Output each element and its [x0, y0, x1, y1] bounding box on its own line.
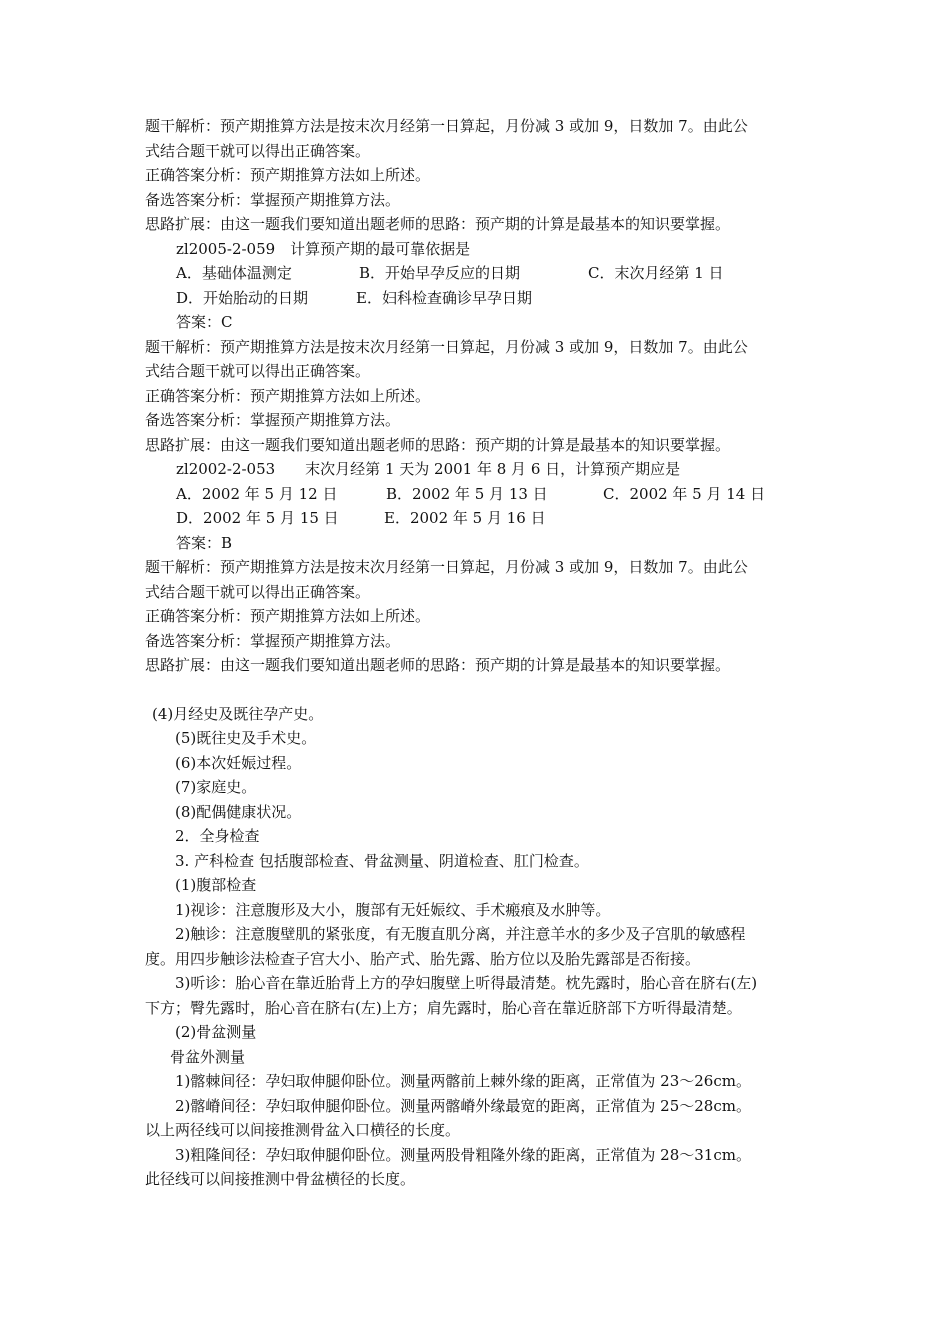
- analysis-line: 式结合题干就可以得出正确答案。: [145, 582, 371, 601]
- auscultation-paragraph: 下方；臀先露时，胎心音在脐右(左)上方；肩先露时，胎心音在靠近脐部下方听得最清楚。: [145, 998, 742, 1017]
- section-heading: 2．全身检查: [175, 827, 260, 845]
- options-row: [145, 286, 813, 311]
- subsection-heading: 骨盆外测量: [170, 1047, 246, 1066]
- option-e: E．2002 年 5 月 16 日: [384, 509, 546, 527]
- option-a: A．2002 年 5 月 12 日: [176, 484, 338, 503]
- analysis-line: 题干解析：预产期推算方法是按末次月经第一日算起，月份减 3 或加 9，日数加 7。由此公: [145, 558, 748, 576]
- options-row: [145, 482, 813, 507]
- option-b: B．2002 年 5 月 13 日: [386, 484, 548, 503]
- history-item: (8)配偶健康状况。: [175, 802, 302, 821]
- thinking-extension: 思路扩展：由这一题我们要知道出题老师的思路：预产期的计算是最基本的知识要掌握。: [145, 215, 731, 233]
- measurement-paragraph: 此径线可以间接推测中骨盆横径的长度。: [145, 1170, 416, 1188]
- blank-line: [145, 678, 813, 702]
- correct-answer-analysis: 正确答案分析：预产期推算方法如上所述。: [145, 607, 431, 625]
- thinking-extension: 思路扩展：由这一题我们要知道出题老师的思路：预产期的计算是最基本的知识要掌握。: [145, 656, 731, 674]
- history-item: (4)月经史及既往孕产史。: [152, 704, 324, 723]
- option-a: A．基础体温测定: [176, 264, 292, 282]
- analysis-line: 式结合题干就可以得出正确答案。: [145, 362, 371, 380]
- palpation-paragraph: 度。用四步触诊法检查子宫大小、胎产式、胎先露、胎方位以及胎先露部是否衔接。: [145, 949, 701, 968]
- answer: 答案：B: [176, 533, 233, 552]
- measurement-paragraph: 1)髂棘间径：孕妇取伸腿仰卧位。测量两髂前上棘外缘的距离，正常值为 23～26cm。: [175, 1072, 751, 1090]
- auscultation-paragraph: 3)听诊：胎心音在靠近胎背上方的孕妇腹壁上听得最清楚。枕先露时，胎心音在脐右(左): [175, 974, 758, 992]
- history-item: (7)家庭史。: [175, 778, 257, 796]
- analysis-line: 式结合题干就可以得出正确答案。: [145, 141, 371, 160]
- option-d: D．2002 年 5 月 15 日: [176, 509, 339, 527]
- analysis-line: 题干解析：预产期推算方法是按末次月经第一日算起，月份减 3 或加 9，日数加 7。由此公: [145, 117, 748, 135]
- option-b: B．开始早孕反应的日期: [359, 264, 521, 282]
- option-c: C．2002 年 5 月 14 日: [603, 484, 766, 503]
- subsection-heading: (1)腹部检查: [175, 876, 257, 894]
- document-page: [145, 114, 813, 1192]
- answer: 答案：C: [176, 313, 233, 331]
- measurement-paragraph: 3)粗隆间径：孕妇取伸腿仰卧位。测量两股骨粗隆外缘的距离，正常值为 28～31cm。: [175, 1145, 751, 1164]
- alternative-answer-analysis: 备选答案分析：掌握预产期推算方法。: [145, 631, 401, 650]
- options-row: [145, 261, 813, 286]
- history-item: (5)既往史及手术史。: [175, 729, 317, 747]
- option-c: C．末次月经第 1 日: [588, 264, 724, 282]
- correct-answer-analysis: 正确答案分析：预产期推算方法如上所述。: [145, 166, 431, 184]
- measurement-paragraph: 以上两径线可以间接推测骨盆入口横径的长度。: [145, 1121, 461, 1139]
- question-stem: zl2002-2-053 末次月经第 1 天为 2001 年 8 月 6 日，计算预产期应是: [176, 460, 681, 478]
- alternative-answer-analysis: 备选答案分析：掌握预产期推算方法。: [145, 190, 401, 209]
- palpation-paragraph: 2)触诊：注意腹壁肌的紧张度，有无腹直肌分离，并注意羊水的多少及子宫肌的敏感程: [175, 925, 746, 943]
- option-e: E．妇科检查确诊早孕日期: [356, 288, 532, 307]
- thinking-extension: 思路扩展：由这一题我们要知道出题老师的思路：预产期的计算是最基本的知识要掌握。: [145, 435, 731, 454]
- analysis-line: 题干解析：预产期推算方法是按末次月经第一日算起，月份减 3 或加 9，日数加 7。由此公: [145, 337, 748, 356]
- question-stem: zl2005-2-059 计算预产期的最可靠依据是: [176, 239, 471, 258]
- subsection-heading: (2)骨盆测量: [175, 1023, 257, 1041]
- option-d: D．开始胎动的日期: [176, 288, 309, 307]
- inspection-paragraph: 1)视诊：注意腹形及大小，腹部有无妊娠纹、手术瘢痕及水肿等。: [175, 900, 611, 919]
- history-item: (6)本次妊娠过程。: [175, 753, 302, 772]
- section-heading: 3. 产科检查 包括腹部检查、骨盆测量、阴道检查、肛门检查。: [175, 851, 589, 870]
- correct-answer-analysis: 正确答案分析：预产期推算方法如上所述。: [145, 386, 431, 405]
- alternative-answer-analysis: 备选答案分析：掌握预产期推算方法。: [145, 411, 401, 429]
- options-row: [145, 506, 813, 531]
- measurement-paragraph: 2)髂嵴间径：孕妇取伸腿仰卧位。测量两髂嵴外缘最宽的距离，正常值为 25～28cm。: [175, 1096, 751, 1115]
